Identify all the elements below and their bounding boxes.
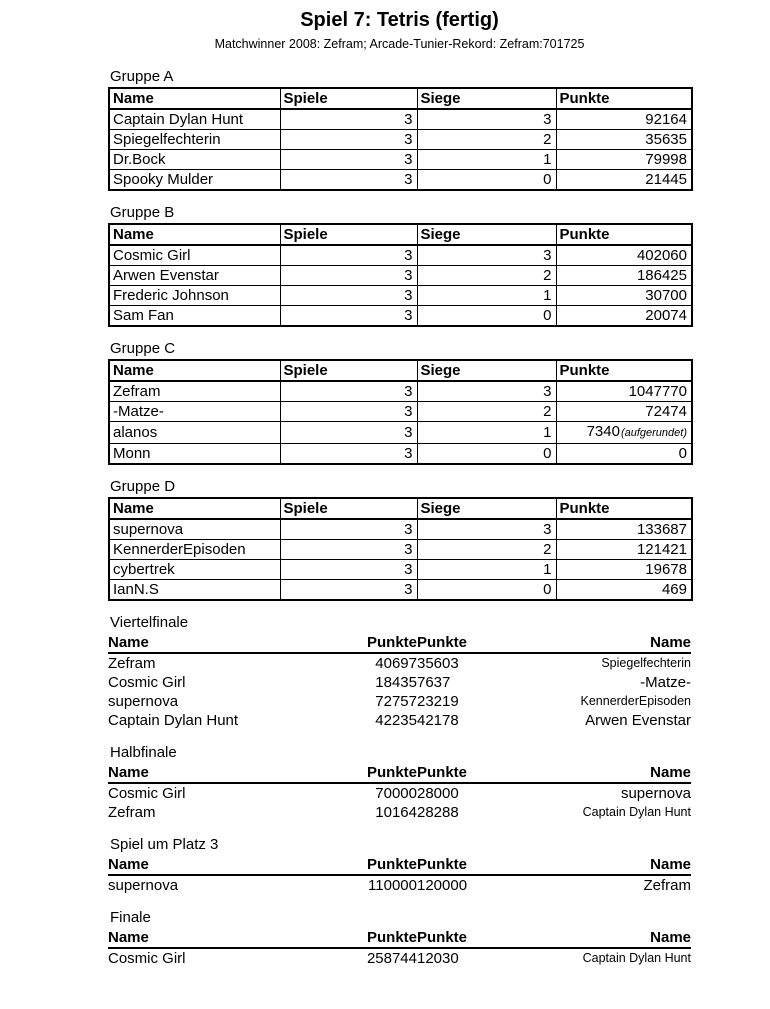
match-right-player: Spiegelfechterin [601,656,691,670]
match-right-player: -Matze- [640,674,691,691]
spiele-value: 3 [280,402,417,422]
spiele-value: 3 [280,381,417,402]
spiele-value: 3 [280,306,417,327]
player-name: cybertrek [109,560,280,580]
match-left-points: 72757 [375,693,417,710]
punkte-value: 72474 [556,402,692,422]
group-table [108,359,693,465]
match-row [108,948,691,968]
bracket-table [108,928,691,968]
match-left-player: supernova [108,877,179,894]
punkte-value: 35635 [556,130,692,150]
match-left-points: 40697 [375,655,417,672]
group-row [109,422,692,444]
match-left-player: Cosmic Girl [108,950,186,967]
bracket-header-name-left: Name [108,855,279,875]
group-header-spiele: Spiele [280,498,417,519]
match-left-points: 18435 [375,674,417,691]
group-header-punkte: Punkte [556,360,692,381]
group-row [109,381,692,402]
player-name: Captain Dylan Hunt [109,109,280,130]
bracket-header-punkte-left: Punkte [279,763,417,783]
player-name: Zefram [109,381,280,402]
punkte-value: 19678 [556,560,692,580]
spiele-value: 3 [280,109,417,130]
match-right-points: 120000 [417,877,468,894]
bracket-header-punkte-left: Punkte [279,855,417,875]
player-name: KennerderEpisoden [109,540,280,560]
content [108,68,691,968]
spiele-value: 3 [280,170,417,191]
group-header-punkte: Punkte [556,224,692,245]
player-name: Arwen Evenstar [109,266,280,286]
spiele-value: 3 [280,519,417,540]
bracket-section [108,836,691,895]
match-right-points: 28288 [417,804,459,821]
match-left-player: Cosmic Girl [108,674,186,691]
group-row [109,306,692,327]
match-right-player: supernova [620,785,691,802]
group-row [109,286,692,306]
group-row [109,402,692,422]
bracket-label: Finale [110,909,151,926]
bracket-header-punkte-right: Punkte [417,855,554,875]
bracket-label: Viertelfinale [110,614,189,631]
group-row [109,560,692,580]
bracket-section [108,614,691,730]
group-header-siege: Siege [417,498,556,519]
group-header-name: Name [109,498,280,519]
punkte-value: 79998 [556,150,692,170]
player-name: supernova [109,519,280,540]
punkte-value: 133687 [556,519,692,540]
siege-value: 1 [417,150,556,170]
match-right-points: 12030 [417,950,459,967]
group-label: Gruppe A [110,68,174,85]
siege-value: 3 [417,109,556,130]
player-name: -Matze- [109,402,280,422]
group-row [109,540,692,560]
group-header-spiele: Spiele [280,224,417,245]
bracket-header-punkte-right: Punkte [417,633,554,653]
spiele-value: 3 [280,286,417,306]
match-left-player: supernova [108,693,179,710]
bracket-label: Halbfinale [110,744,177,761]
match-right-points: 42178 [417,712,459,729]
match-left-points: 42235 [375,712,417,729]
bracket-header-name-left: Name [108,763,279,783]
match-left-points: 110000 [368,877,417,894]
group-header-row [109,498,692,519]
player-name: Spiegelfechterin [109,130,280,150]
siege-value: 2 [417,130,556,150]
group-header-name: Name [109,88,280,109]
group-tables-area [108,68,691,601]
bracket-section [108,744,691,822]
siege-value: 3 [417,519,556,540]
bracket-table [108,763,691,822]
bracket-header-punkte-right: Punkte [417,928,554,948]
spiele-value: 3 [280,266,417,286]
group-header-row [109,360,692,381]
punkte-value: 1047770 [556,381,692,402]
punkte-value: 186425 [556,266,692,286]
punkte-value: 469 [556,580,692,601]
match-left-player: Captain Dylan Hunt [108,712,239,729]
group-row [109,130,692,150]
bracket-table [108,855,691,895]
group-header-siege: Siege [417,360,556,381]
siege-value: 3 [417,245,556,266]
group-label: Gruppe C [110,340,176,357]
match-right-player: Captain Dylan Hunt [582,951,691,965]
bracket-header-row [108,855,691,875]
bracket-header-row [108,763,691,783]
siege-value: 0 [417,306,556,327]
bracket-header-name-left: Name [108,633,279,653]
group-row [109,170,692,191]
player-name: Cosmic Girl [109,245,280,266]
match-right-points: 28000 [417,785,459,802]
match-row [108,653,691,673]
spiele-value: 3 [280,422,417,444]
spiele-value: 3 [280,150,417,170]
group-header-name: Name [109,224,280,245]
spiele-value: 3 [280,560,417,580]
siege-value: 1 [417,286,556,306]
page [0,9,770,968]
match-row [108,692,691,711]
spiele-value: 3 [280,580,417,601]
group-row [109,109,692,130]
group-section [108,204,691,327]
siege-value: 1 [417,422,556,444]
siege-value: 2 [417,540,556,560]
player-name: Frederic Johnson [109,286,280,306]
bracket-header-name-left: Name [108,928,279,948]
match-left-points: 70000 [375,785,417,802]
siege-value: 0 [417,444,556,465]
match-left-points: 258744 [366,950,417,967]
punkte-value: 20074 [556,306,692,327]
bracket-header-row [108,928,691,948]
page-title: Spiel 7: Tetris (fertig) [300,9,499,31]
match-row [108,803,691,822]
siege-value: 3 [417,381,556,402]
group-label: Gruppe B [110,204,175,221]
match-right-points: 35603 [417,655,459,672]
group-header-row [109,224,692,245]
match-right-player: Captain Dylan Hunt [582,805,691,819]
group-row [109,444,692,465]
punkte-value: 92164 [556,109,692,130]
group-table [108,223,693,327]
group-row [109,266,692,286]
siege-value: 0 [417,580,556,601]
group-header-siege: Siege [417,224,556,245]
group-label: Gruppe D [110,478,176,495]
bracket-header-name-right: Name [554,763,691,783]
match-left-player: Zefram [108,804,156,821]
match-left-player: Cosmic Girl [108,785,186,802]
punkte-value: 21445 [556,170,692,191]
group-header-name: Name [109,360,280,381]
siege-value: 0 [417,170,556,191]
group-header-row [109,88,692,109]
match-row [108,875,691,895]
group-header-siege: Siege [417,88,556,109]
player-name: Dr.Bock [109,150,280,170]
group-row [109,580,692,601]
punkte-value: 402060 [556,245,692,266]
group-header-spiele: Spiele [280,88,417,109]
bracket-header-name-right: Name [554,633,691,653]
bracket-tables-area [108,614,691,968]
match-row [108,673,691,692]
group-header-punkte: Punkte [556,498,692,519]
match-left-player: Zefram [108,655,156,672]
group-table [108,87,693,191]
spiele-value: 3 [280,444,417,465]
player-name: Spooky Mulder [109,170,280,191]
spiele-value: 3 [280,245,417,266]
bracket-header-name-right: Name [554,855,691,875]
group-header-spiele: Spiele [280,360,417,381]
group-section [108,340,691,465]
page-subtitle: Matchwinner 2008: Zefram; Arcade-Tunier-Rekord: Zefram:701725 [214,37,585,51]
group-section [108,478,691,601]
group-table [108,497,693,601]
punkte-value: 7340(aufgerundet) [556,422,692,444]
punkte-note: (aufgerundet) [620,427,687,439]
siege-value: 2 [417,266,556,286]
match-right-player: Zefram [643,877,691,894]
bracket-table [108,633,691,730]
bracket-header-row [108,633,691,653]
match-left-points: 10164 [375,804,417,821]
punkte-value: 121421 [556,540,692,560]
bracket-header-punkte-left: Punkte [279,633,417,653]
group-header-punkte: Punkte [556,88,692,109]
match-right-points: 23219 [417,693,459,710]
match-right-player: Arwen Evenstar [585,712,691,729]
bracket-header-name-right: Name [554,928,691,948]
punkte-value: 0 [556,444,692,465]
player-name: Sam Fan [109,306,280,327]
bracket-header-punkte-right: Punkte [417,763,554,783]
group-row [109,150,692,170]
bracket-label: Spiel um Platz 3 [110,836,219,853]
match-right-points: 7637 [417,674,451,691]
group-row [109,519,692,540]
spiele-value: 3 [280,540,417,560]
match-row [108,711,691,730]
group-row [109,245,692,266]
match-row [108,783,691,803]
bracket-header-punkte-left: Punkte [279,928,417,948]
group-section [108,68,691,191]
match-right-player: KennerderEpisoden [580,694,691,708]
punkte-value: 30700 [556,286,692,306]
siege-value: 2 [417,402,556,422]
player-name: alanos [109,422,280,444]
siege-value: 1 [417,560,556,580]
player-name: IanN.S [109,580,280,601]
player-name: Monn [109,444,280,465]
spiele-value: 3 [280,130,417,150]
bracket-section [108,909,691,968]
